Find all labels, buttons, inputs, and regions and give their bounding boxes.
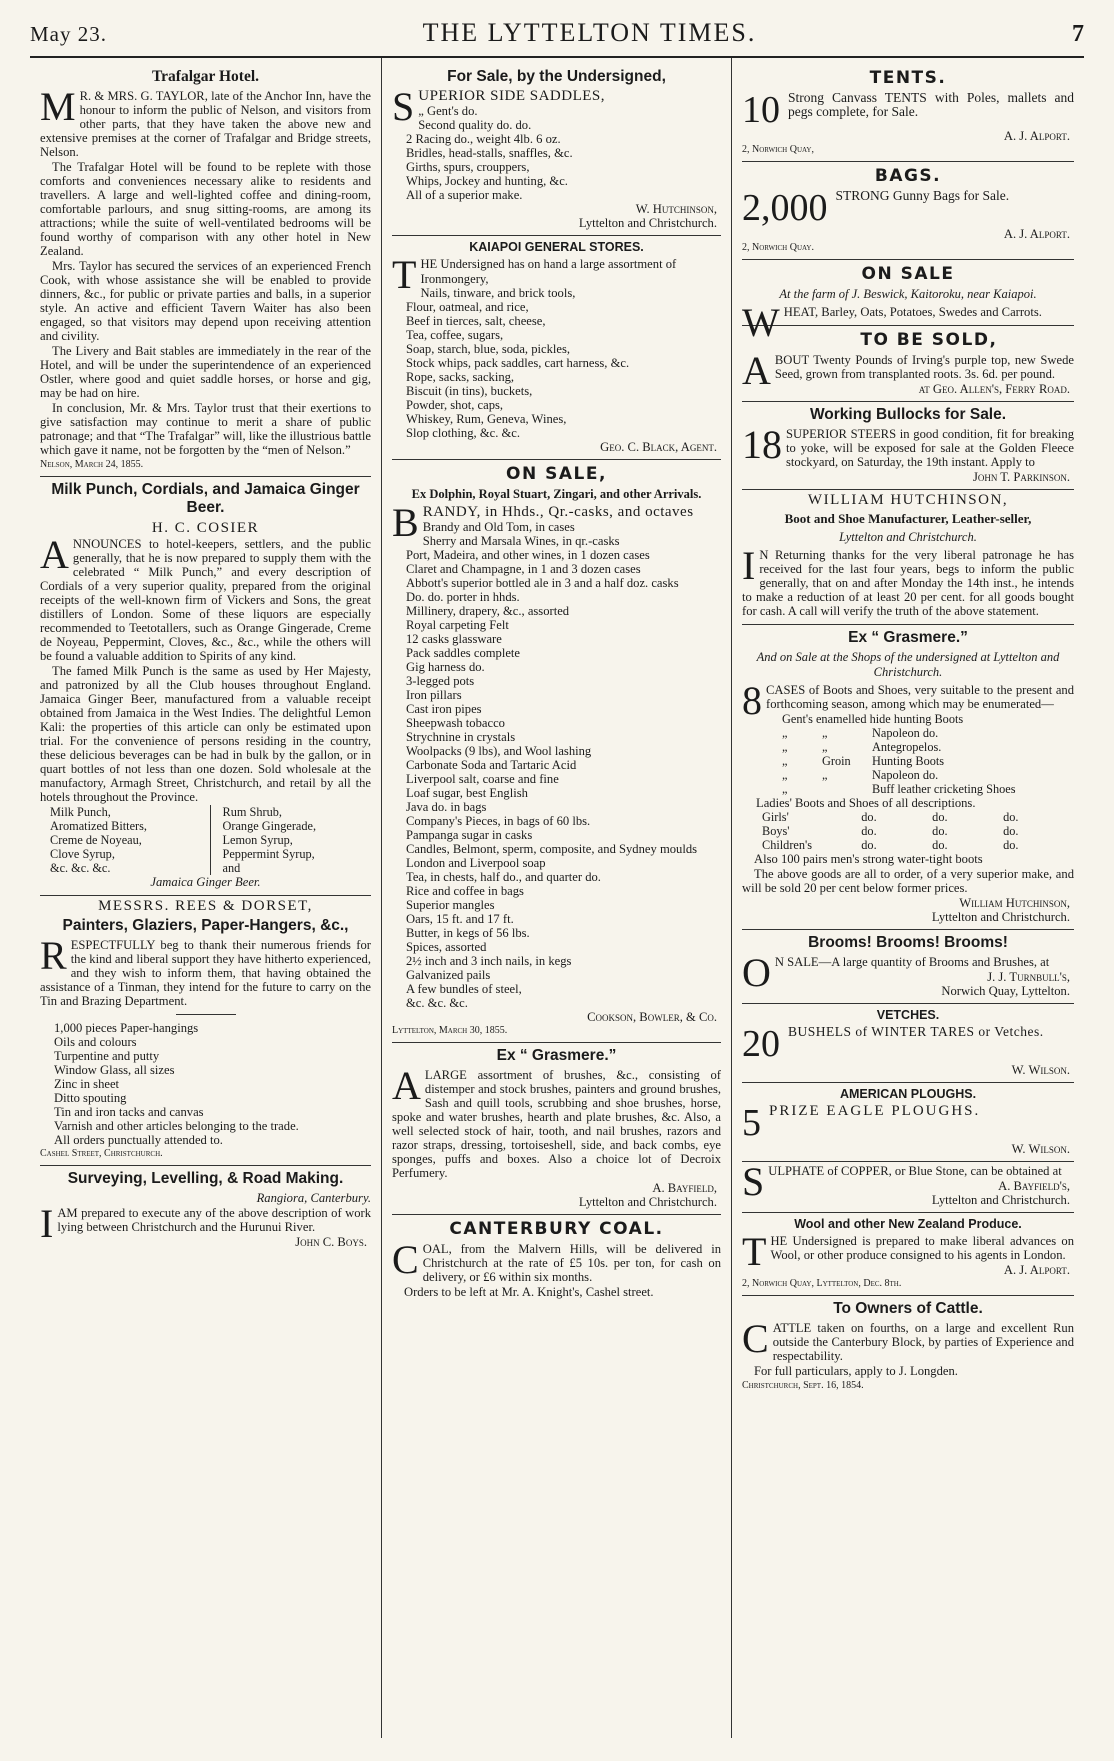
list-item: „ Gent's do. <box>418 104 478 118</box>
ad-body <box>742 1025 1074 1063</box>
list-item: Strychnine in crystals <box>406 730 516 744</box>
list-item: Orange Gingerade, <box>222 819 317 833</box>
ad-text: Strong Canvass TENTS with Poles, mallets and pegs complete, for Sale. <box>788 90 1074 119</box>
address: Cashel Street, Christchurch. <box>40 1148 163 1159</box>
quantity: 5 <box>742 1102 761 1144</box>
ad-paragraph: M R. & MRS. G. TAYLOR, late of the Anchor Inn, have the honour to inform the public of Nelson, and visitors from other parts, that they have taken the above new and extensive premises at the corner of Trafalgar and Bridge streets, Nelson. <box>40 84 371 159</box>
ad-paragraph: Also 100 pairs men's strong water-tight boots <box>754 852 983 866</box>
ad-american-ploughs <box>742 1083 1074 1162</box>
quantity: 2,000 <box>742 187 828 229</box>
ad-milk-punch <box>40 477 371 896</box>
list-item: Nails, tinware, and brick tools, <box>420 286 576 300</box>
list-item: Ditto spouting <box>54 1091 127 1105</box>
ad-rees-dorset <box>40 896 371 1166</box>
ad-kaiapoi-stores <box>392 236 721 460</box>
ad-subtitle: And on Sale at the Shops of the undersigned at Lyttelton and Christchurch. <box>756 650 1060 679</box>
ad-title: For Sale, by the Undersigned, <box>447 68 666 85</box>
issue-date: May 23. <box>30 22 107 46</box>
list-item: Creme de Noyeau, <box>50 833 211 847</box>
list-item: Candles, Belmont, sperm, composite, and Sydney moulds <box>406 842 698 856</box>
grid-cell: do. <box>1003 810 1019 824</box>
grid-cell: Children's <box>762 838 813 852</box>
drop-cap: W <box>742 300 780 345</box>
list-item: Sherry and Marsala Wines, in qr.-casks <box>422 534 620 548</box>
ad-text: BUSHELS of WINTER TARES or Vetches. <box>788 1024 1044 1039</box>
list-item: Napoleon do. <box>872 768 939 782</box>
list-item: Second quality do. do. <box>418 118 532 132</box>
list-item: Loaf sugar, best English <box>406 786 528 800</box>
masthead <box>30 18 1084 58</box>
list-item: „ <box>822 740 828 754</box>
list-item: Window Glass, all sizes <box>54 1063 175 1077</box>
signature: A. Bayfield's, <box>998 1179 1070 1193</box>
drop-cap: S <box>742 1159 765 1204</box>
ad-paragraph: I N Returning thanks for the very liberal patronage he has received for the last four years, begs to inform the public generally, that on and after Monday the 14th inst., he intends to make a reduction of at least 20 per cent. for all goods bought for cash. A call will verify the truth of the above statement. <box>742 543 1074 618</box>
drop-cap: A <box>40 532 69 577</box>
quantity: 20 <box>742 1023 780 1065</box>
address: 2, Norwich Quay, <box>742 144 814 155</box>
list-item: Sheepwash tobacco <box>406 716 505 730</box>
list-item: Soap, starch, blue, soda, pickles, <box>406 342 571 356</box>
drop-cap: I <box>742 543 756 588</box>
ad-title: TENTS. <box>869 68 947 88</box>
ad-cattle <box>742 1296 1074 1397</box>
ad-text: STRONG Gunny Bags for Sale. <box>835 188 1010 203</box>
ad-trafalgar-hotel <box>40 64 371 477</box>
grid-cell: do. <box>932 810 948 824</box>
list-item: Groin <box>822 754 851 768</box>
ad-title: Surveying, Levelling, & Road Making. <box>67 1170 344 1187</box>
list-item: Liverpool salt, coarse and fine <box>406 772 559 786</box>
list-item: 3-legged pots <box>406 674 475 688</box>
signature: W. Wilson. <box>1011 1063 1070 1077</box>
list-item: Powder, shot, caps, <box>406 398 504 412</box>
list-item: „ <box>782 768 788 782</box>
list-item: Pack saddles complete <box>406 646 521 660</box>
list-item: Napoleon do. <box>872 726 939 740</box>
list-item: Rum Shrub, <box>222 805 282 819</box>
drop-cap: T <box>742 1229 767 1274</box>
ad-paragraph: O N SALE—A large quantity of Brooms and Brushes, at <box>742 950 1050 995</box>
list-item: Turpentine and putty <box>54 1049 160 1063</box>
list-item: Whiskey, Rum, Geneva, Wines, <box>406 412 567 426</box>
list-item: Antegropelos. <box>872 740 942 754</box>
ad-title: VETCHES. <box>876 1008 940 1022</box>
list-item: Zinc in sheet <box>54 1077 120 1091</box>
ad-title: ON SALE, <box>506 464 607 484</box>
ad-paragraph: CATTLE taken on fourths, on a large and excellent Run outside the Canterbury Block, by parties of Experience and respectability. <box>742 1316 1074 1363</box>
size-grid <box>742 810 1074 852</box>
drop-cap: A <box>742 348 771 393</box>
list-item: Hunting Boots <box>872 754 945 768</box>
ad-title: Milk Punch, Cordials, and Jamaica Ginger Beer. <box>51 481 360 516</box>
ad-title: Ex “ Grasmere.” <box>496 1047 617 1064</box>
list-item: 2½ inch and 3 inch nails, in kegs <box>406 954 572 968</box>
list-item: Oils and colours <box>54 1035 137 1049</box>
ad-on-sale-spirits <box>392 460 721 1043</box>
drop-cap: T <box>392 252 417 297</box>
list-item: &c. &c. &c. <box>50 861 211 875</box>
list-item: Brandy and Old Tom, in cases <box>422 520 575 534</box>
list-item: Aromatized Bitters, <box>50 819 211 833</box>
page-number: 7 <box>1071 21 1084 47</box>
ad-paragraph: ALARGE assortment of brushes, &c., consisting of distemper and stock brushes, painters and ground brushes, Sash and quill tools, scrubbing and shoe brushes, horse, spoke and water brushes, hearth and plate brushes, &c. Also, a well selected stock of hair, tooth, and nail brushes, razors and razor straps, dressing, tortoiseshell, side, and back combs, eye sponges, puffs and boxes. Also a choice lot of Decroix Perfumery. <box>392 1063 721 1180</box>
ad-paragraph: The above goods are all to order, of a very superior make, and will be sold 20 per cent below former prices. <box>742 867 1074 895</box>
list-item: Tin and iron tacks and canvas <box>54 1105 204 1119</box>
ad-bags <box>742 162 1074 260</box>
list-item: 1,000 pieces Paper-hangings <box>54 1021 199 1035</box>
ad-wool <box>742 1213 1074 1296</box>
list-item: Company's Pieces, in bags of 60 lbs. <box>406 814 591 828</box>
ad-sulphate-copper <box>742 1159 1074 1213</box>
drop-cap: R <box>40 933 67 978</box>
dateline: Nelson, March 24, 1855. <box>40 459 144 470</box>
list-item: Biscuit (in tins), buckets, <box>406 384 533 398</box>
dateline: Lyttelton, March 30, 1855. <box>392 1025 508 1036</box>
place: Rangiora, Canterbury. <box>256 1191 371 1205</box>
ad-paragraph: RESPECTFULLY beg to thank their numerous friends for the kind and liberal support they have hitherto experienced, and they wish to inform them, that having obtained the assistance of a Tinman, they intend for the future to carry on the Tin and Brazing Department. <box>40 933 371 1008</box>
quantity: 18 <box>742 422 782 467</box>
grid-cell: do. <box>861 824 877 838</box>
ad-title: CANTERBURY COAL. <box>449 1219 664 1239</box>
list-item: Royal carpeting Felt <box>406 618 509 632</box>
list-item: Abbott's superior bottled ale in 3 and a half doz. casks <box>406 576 679 590</box>
dateline: Christchurch, Sept. 16, 1854. <box>742 1380 864 1391</box>
signature: Geo. C. Black, Agent. <box>600 440 717 454</box>
list-item: 12 casks glassware <box>406 632 502 646</box>
signature: W. Wilson. <box>1011 1142 1070 1156</box>
ad-title: BAGS. <box>874 166 942 186</box>
list-item: Peppermint Syrup, <box>222 847 315 861</box>
list-item: Woolpacks (9 lbs), and Wool lashing <box>406 744 592 758</box>
ad-paragraph: SUPERIOR SIDE SADDLES, <box>392 84 606 129</box>
ad-william-hutchinson <box>742 490 1074 625</box>
ad-title: TO BE SOLD, <box>860 330 998 350</box>
list-item: Tea, coffee, sugars, <box>406 328 504 342</box>
drop-cap: C <box>392 1237 419 1282</box>
signature: W. Hutchinson, <box>635 202 717 216</box>
signature-place: Lyttelton and Christchurch. <box>578 216 717 230</box>
ad-paragraph: The Trafalgar Hotel will be found to be replete with those comforts and conveniences necessary alike to residents and travellers. A large and well-lighted coffee and dining-room, comfortable parlours, and snug sitting-rooms, are among its attractions; while the suite of well-ventilated bedrooms will be found worthy of comparison with any other hotel in New Zealand. <box>40 160 371 258</box>
list-item: „ <box>782 740 788 754</box>
quantity: 8 <box>742 678 762 723</box>
ad-working-bullocks <box>742 402 1074 490</box>
ad-paragraph: The famed Milk Punch is the same as used by Her Majesty, and patronized by all the Club houses throughout England. Jamaica Ginger Beer, manufactured from a valuable receipt obtained from Jamaica in the West Indies. The delightful Lemon Kali: the properties of this article can only be estimated upon trial. For the convenience of persons residing in the country, these delicious beverages can be had in bulk by the gallon, or in quart bottles of not less than one dozen. Sold wholesale at the manufactory, Armagh Street, Christchurch, and retail by all the hotels throughout the Province. <box>40 664 371 804</box>
list-item: „ <box>822 726 828 740</box>
list-item: Claret and Champagne, in 1 and 3 dozen cases <box>406 562 641 576</box>
list-item: Flour, oatmeal, and rice, <box>406 300 529 314</box>
drop-cap: M <box>40 84 76 129</box>
ad-paragraph: IAM prepared to execute any of the above description of work lying between Christchurch and the Hurunui River. <box>40 1201 371 1246</box>
list-item: A few bundles of steel, <box>406 982 522 996</box>
list-item: Buff leather cricketing Shoes <box>872 782 1016 796</box>
column-3 <box>732 58 1084 1738</box>
ad-canterbury-coal <box>392 1215 721 1305</box>
list-item: Do. do. porter in hhds. <box>406 590 520 604</box>
list-item: Galvanized pails <box>406 968 491 982</box>
ad-grasmere-boots <box>742 625 1074 930</box>
drop-cap: C <box>742 1316 769 1361</box>
list-item: All of a superior make. <box>406 188 523 202</box>
list-item: Ladies' Boots and Shoes of all descriptions. <box>756 796 976 810</box>
list-item: Tea, in chests, half do., and quarter do. <box>406 870 601 884</box>
signature-place: Lyttelton and Christchurch. <box>931 1193 1070 1207</box>
address: 2, Norwich Quay, Lyttelton, Dec. 8th. <box>742 1278 902 1289</box>
advertiser-name: WILLIAM HUTCHINSON, <box>807 492 1009 508</box>
divider <box>176 1014 236 1015</box>
ad-paragraph: SULPHATE of COPPER, or Blue Stone, can be obtained at <box>742 1159 1062 1204</box>
product-list <box>40 805 371 875</box>
list-item: &c. &c. &c. <box>406 996 468 1010</box>
list-footer: Jamaica Ginger Beer. <box>150 875 261 889</box>
signature: John T. Parkinson. <box>972 470 1070 484</box>
ad-subtitle: At the farm of J. Beswick, Kaitoroku, near Kaiapoi. <box>779 287 1037 301</box>
signature: at Geo. Allen's, Ferry Road. <box>918 382 1070 396</box>
list-item: Butter, in kegs of 56 lbs. <box>406 926 530 940</box>
list-item: Pampanga sugar in casks <box>406 828 533 842</box>
trade: Boot and Shoe Manufacturer, Leather-seller, <box>784 511 1032 526</box>
signature: A. J. Alport. <box>1003 227 1070 241</box>
ad-tents <box>742 64 1074 162</box>
ad-title: AMERICAN PLOUGHS. <box>839 1087 977 1101</box>
signature: William Hutchinson, <box>959 896 1070 910</box>
signature-place: Lyttelton and Christchurch. <box>931 910 1070 924</box>
grid-cell: do. <box>1003 838 1019 852</box>
list-item: „ <box>782 782 788 796</box>
list-item: „ <box>822 768 828 782</box>
ad-paragraph: COAL, from the Malvern Hills, will be delivered in Christchurch at the rate of £5 10s. per ton, for cash on delivery, or £6 within six months. <box>392 1237 721 1284</box>
grid-cell: do. <box>932 838 948 852</box>
drop-cap: B <box>392 500 419 545</box>
list-item <box>822 782 872 796</box>
grid-cell: do. <box>932 824 948 838</box>
list-item: Lemon Syrup, <box>222 833 293 847</box>
ad-text: PRIZE EAGLE PLOUGHS. <box>769 1103 981 1119</box>
list-item: Port, Madeira, and other wines, in 1 dozen cases <box>406 548 650 562</box>
list-item: Cast iron pipes <box>406 702 482 716</box>
ad-paragraph: Orders to be left at Mr. A. Knight's, Cashel street. <box>404 1285 654 1299</box>
grid-cell: Girls' <box>762 810 789 824</box>
list-item: „ <box>782 754 788 768</box>
ad-paragraph: 8 CASES of Boots and Shoes, very suitable to the present and forthcoming season, among which may be enumerated— <box>742 678 1074 723</box>
list-item: 2 Racing do., weight 4lb. 6 oz. <box>406 132 561 146</box>
list-item: Varnish and other articles belonging to the trade. <box>54 1119 299 1133</box>
list-item: Carbonate Soda and Tartaric Acid <box>406 758 577 772</box>
ad-title: Painters, Glaziers, Paper-Hangers, &c., <box>62 917 349 934</box>
ad-paragraph: In conclusion, Mr. & Mrs. Taylor trust that their exertions to give satisfaction may continue to merit a share of public patronage; and that “The Trafalgar” will, like the illustrious battle which gave it name, not be forgotten by the “men of Nelson.” <box>40 401 371 457</box>
list-item: Bridles, head-stalls, snaffles, &c. <box>406 146 573 160</box>
grid-cell: do. <box>861 810 877 824</box>
columns <box>30 58 1084 1738</box>
list-item: Stock whips, pack saddles, cart harness, &c. <box>406 356 630 370</box>
ad-paragraph: BRANDY, in Hhds., Qr.-casks, and octaves <box>392 500 694 545</box>
list-item: and <box>222 861 241 875</box>
ad-body <box>742 189 1074 227</box>
ad-body <box>742 91 1074 129</box>
ad-paragraph: For full particulars, apply to J. Longden. <box>754 1364 958 1378</box>
newspaper-title: THE LYTTELTON TIMES. <box>422 18 757 47</box>
ad-title: Ex “ Grasmere.” <box>848 629 968 646</box>
advertiser-name: H. C. COSIER <box>151 520 260 536</box>
list-item: Superior mangles <box>406 898 495 912</box>
signature-place: Lyttelton and Christchurch. <box>578 1195 717 1209</box>
list-item: Rope, sacks, sacking, <box>406 370 515 384</box>
list-item: All orders punctually attended to. <box>54 1133 223 1147</box>
column-1 <box>30 58 382 1738</box>
ad-title: ON SALE <box>861 264 955 284</box>
list-item: London and Liverpool soap <box>406 856 546 870</box>
signature-place: Norwich Quay, Lyttelton. <box>941 984 1070 998</box>
signature: Cookson, Bowler, & Co. <box>587 1010 717 1024</box>
boot-list <box>766 712 1074 796</box>
ad-saddles <box>392 64 721 236</box>
ad-surveying <box>40 1166 371 1254</box>
ad-title: Working Bullocks for Sale. <box>809 406 1007 423</box>
ad-paragraph: The Livery and Bait stables are immediately in the rear of the Hotel, and will be under the superintendence of an experienced Ostler, where good and quiet saddle horses, or horse and gig, may be had on hire. <box>40 344 371 400</box>
list-item: Iron pillars <box>406 688 462 702</box>
list-item: Clove Syrup, <box>50 847 211 861</box>
list-item: Beef in tierces, salt, cheese, <box>406 314 546 328</box>
drop-cap: S <box>392 84 415 129</box>
ad-title: Trafalgar Hotel. <box>151 68 260 85</box>
ad-paragraph: Mrs. Taylor has secured the services of an experienced French Cook, with whose assistance she will be enabled to provide dinners, &c., for public or private parties and balls, in a superior style. An active and efficient Tavern Waiter has also been engaged, so that visitors may depend upon receiving attention and civility. <box>40 259 371 343</box>
list-item: Slop clothing, &c. &c. <box>406 426 521 440</box>
ad-grasmere-brushes <box>392 1043 721 1215</box>
signature: A. Bayfield, <box>652 1181 717 1195</box>
ad-to-be-sold <box>742 326 1074 402</box>
list-item: Whips, Jockey and hunting, &c. <box>406 174 568 188</box>
column-2 <box>382 58 732 1738</box>
signature: A. J. Alport. <box>1003 129 1070 143</box>
list-item: Java do. in bags <box>406 800 487 814</box>
advertiser-name: MESSRS. REES & DORSET, <box>98 898 313 914</box>
signature: A. J. Alport. <box>1003 1263 1070 1277</box>
ad-subtitle: Ex Dolphin, Royal Stuart, Zingari, and other Arrivals. <box>411 487 702 501</box>
list-item: Gent's enamelled hide hunting Boots <box>782 712 964 726</box>
ad-paragraph: 18 SUPERIOR STEERS in good condition, fit for breaking to yoke, will be exposed for sale at the Golden Fleece stockyard, on Saturday, the 19th instant. Apply to <box>742 422 1074 469</box>
signature: J. J. Turnbull's, <box>987 970 1070 984</box>
ad-paragraph: ABOUT Twenty Pounds of Irving's purple top, new Swede Seed, grown from transplanted roots. 3s. 6d. per pound. <box>742 348 1074 393</box>
list-item: Oars, 15 ft. and 17 ft. <box>406 912 514 926</box>
list-item: Spices, assorted <box>406 940 487 954</box>
drop-cap: A <box>392 1063 421 1108</box>
grid-cell: do. <box>861 838 877 852</box>
ad-vetches <box>742 1004 1074 1083</box>
ad-paragraph: THE Undersigned has on hand a large assortment of <box>392 252 677 297</box>
list-item: „ <box>782 726 788 740</box>
ad-paragraph: THE Undersigned is prepared to make liberal advances on Wool, or other produce consigned to his agents in London. <box>742 1229 1074 1274</box>
ad-paragraph: ANNOUNCES to hotel-keepers, settlers, and the public generally, that he is now prepared to supply them with the celebrated “ Milk Punch,” and every description of Cordials of a very superior quality, prepared from the original receipts of the well-known firm of Vickers and Sons, the great distillers of London. Some of these liquors are especially recommended to Teetotallers, such as Orange Gingerade, Creme de Noyeau, Peppermint, Cloves, &c., &c., while the others will be found a valuable addition to Spirits of any kind. <box>40 532 371 663</box>
drop-cap: O <box>742 950 771 995</box>
list-item: Gig harness do. <box>406 660 485 674</box>
list-item: Girths, spurs, crouppers, <box>406 160 530 174</box>
address: 2, Norwich Quay. <box>742 242 814 253</box>
grid-cell: do. <box>1003 824 1019 838</box>
ad-brooms <box>742 930 1074 1004</box>
place: Lyttelton and Christchurch. <box>839 530 977 544</box>
drop-cap: I <box>40 1201 54 1246</box>
signature: John C. Boys. <box>295 1235 367 1249</box>
ad-title: Wool and other New Zealand Produce. <box>794 1217 1022 1231</box>
ad-body <box>742 1104 1074 1142</box>
ad-title: Brooms! Brooms! Brooms! <box>808 934 1008 951</box>
list-item: Milk Punch, <box>50 805 211 819</box>
grid-cell: Boys' <box>762 824 790 838</box>
ad-title: KAIAPOI GENERAL STORES. <box>469 240 644 254</box>
list-item: Millinery, drapery, &c., assorted <box>406 604 570 618</box>
ad-paragraph: WHEAT, Barley, Oats, Potatoes, Swedes and Carrots. <box>742 300 1042 345</box>
list-item: Rice and coffee in bags <box>406 884 524 898</box>
quantity: 10 <box>742 89 780 131</box>
list-item: Ironmongery, <box>420 272 489 286</box>
ad-title: To Owners of Cattle. <box>833 1300 983 1317</box>
